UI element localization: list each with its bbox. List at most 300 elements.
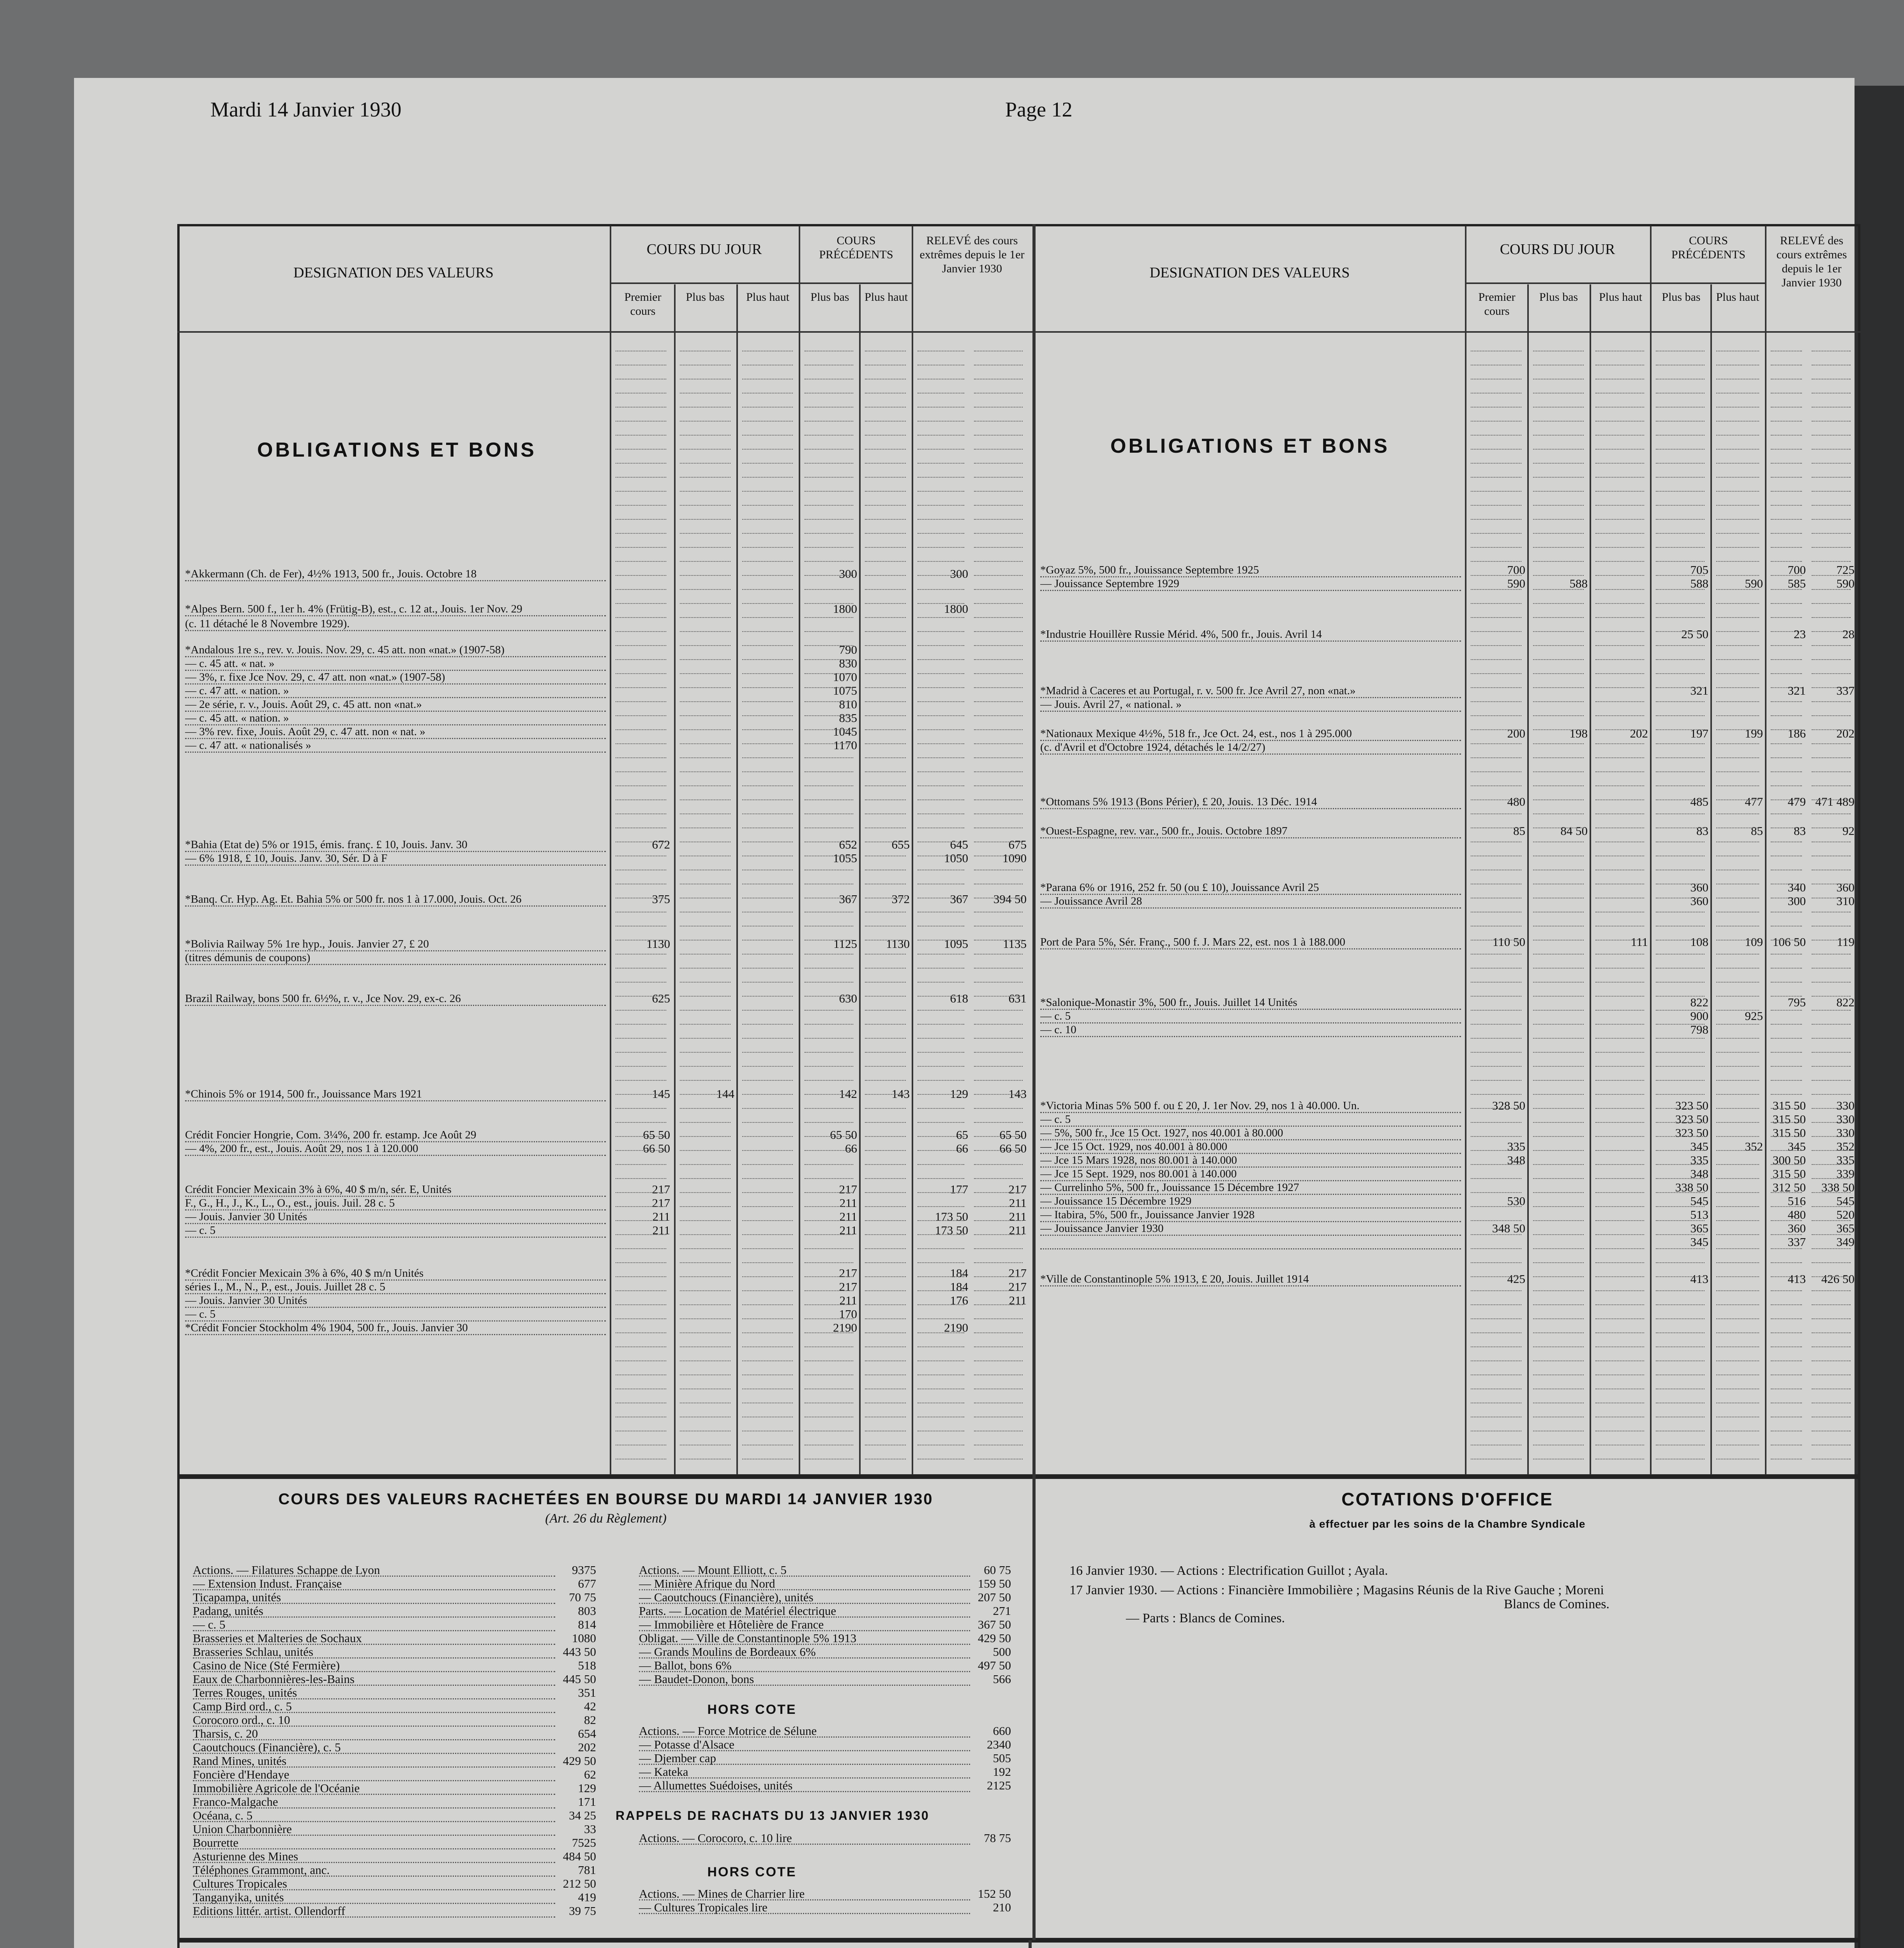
grid-dots <box>616 1024 666 1025</box>
row-value: 65 50 <box>643 1128 670 1142</box>
grid-dots <box>805 603 853 604</box>
grid-dots <box>1471 1178 1521 1179</box>
grid-dots <box>1716 1122 1759 1123</box>
grid-dots <box>1533 505 1584 506</box>
row-designation: — Jce 15 Oct. 1929, nos 40.001 à 80.000 <box>1040 1140 1228 1153</box>
grid-dots <box>974 1136 1023 1137</box>
grid-dots <box>1656 1010 1705 1011</box>
row-value: 588 <box>1569 577 1588 590</box>
list-value: 419 <box>578 1890 596 1904</box>
grid-dots <box>918 435 964 436</box>
row-designation: — c. 5 <box>185 1308 216 1320</box>
list-label: — Baudet-Donon, bons <box>639 1672 754 1686</box>
list-label: Cultures Tropicales <box>193 1877 287 1890</box>
grid-dots <box>1716 701 1759 702</box>
grid-dots <box>1812 1010 1851 1011</box>
grid-dots <box>742 1346 793 1347</box>
grid-dots <box>805 421 853 422</box>
row-value: 186 <box>1788 727 1806 740</box>
grid-dots <box>1656 715 1705 716</box>
grid-dots <box>805 743 853 744</box>
grid-dots <box>1471 1094 1521 1095</box>
grid-dots <box>1771 547 1802 548</box>
row-leader <box>185 865 606 866</box>
row-designation: Crédit Foncier Hongrie, Com. 3¼%, 200 fr. estamp. Jce Août 29 <box>185 1129 476 1141</box>
list-label: — Cultures Tropicales lire <box>639 1900 768 1914</box>
grid-dots <box>616 407 666 408</box>
grid-dots <box>1533 617 1584 618</box>
row-leader <box>1040 1235 1461 1236</box>
grid-dots <box>974 1234 1023 1235</box>
grid-dots <box>805 701 853 702</box>
grid-dots <box>1771 1234 1802 1235</box>
row-value: 1125 <box>833 937 857 951</box>
grid-dots <box>805 449 853 450</box>
list-value: 271 <box>993 1604 1011 1618</box>
grid-dots <box>1771 407 1802 408</box>
grid-dots <box>1595 715 1644 716</box>
list-label: Océana, c. 5 <box>193 1809 253 1822</box>
grid-dots <box>680 996 731 997</box>
grid-dots <box>742 659 793 660</box>
grid-dots <box>1812 505 1851 506</box>
grid-dots <box>1595 982 1644 983</box>
cotations-subtitle: à effectuer par les soins de la Chambre Syndicale <box>1309 1518 1586 1530</box>
grid-dots <box>1595 659 1644 660</box>
grid-dots <box>1771 996 1802 997</box>
grid-dots <box>616 1206 666 1207</box>
grid-dots <box>1812 1038 1851 1039</box>
grid-dots <box>1595 645 1644 646</box>
grid-dots <box>1716 1192 1759 1193</box>
row-designation: *Nationaux Mexique 4½%, 518 fr., Jce Oct. 24, est., nos 1 à 295.000 <box>1040 727 1352 740</box>
row-leader <box>1040 837 1461 838</box>
grid-dots <box>918 1150 964 1151</box>
row-value: 184 <box>950 1280 968 1293</box>
grid-dots <box>1771 505 1802 506</box>
grid-dots <box>1533 603 1584 604</box>
grid-dots <box>616 996 666 997</box>
list-label: Corocoro ord., c. 10 <box>193 1713 290 1727</box>
row-value: 111 <box>1630 935 1648 949</box>
row-designation: — Jce 15 Mars 1928, nos 80.001 à 140.000 <box>1040 1154 1237 1166</box>
grid-dots <box>1771 519 1802 520</box>
grid-dots <box>1812 701 1851 702</box>
grid-dots <box>680 519 731 520</box>
grid-dots <box>1471 1332 1521 1333</box>
grid-dots <box>1595 743 1644 744</box>
header-date: Mardi 14 Janvier 1930 <box>210 98 402 121</box>
grid-dots <box>742 1094 793 1095</box>
grid-dots <box>805 1220 853 1221</box>
grid-dots <box>1595 561 1644 562</box>
grid-dots <box>742 603 793 604</box>
list-label: Padang, unités <box>193 1604 263 1618</box>
grid-dots <box>1533 589 1584 590</box>
grid-dots <box>865 771 906 772</box>
row-value: 300 <box>839 567 857 581</box>
grid-dots <box>742 435 793 436</box>
grid-dots <box>1533 477 1584 478</box>
row-value: 23 <box>1794 627 1806 641</box>
row-value: 83 <box>1696 824 1708 838</box>
grid-dots <box>680 743 731 744</box>
row-value: 217 <box>1008 1280 1027 1293</box>
grid-dots <box>616 673 666 674</box>
grid-dots <box>1533 1108 1584 1109</box>
grid-dots <box>680 435 731 436</box>
grid-dots <box>1595 407 1644 408</box>
grid-dots <box>616 729 666 730</box>
grid-dots <box>974 982 1023 983</box>
grid-dots <box>1812 954 1851 955</box>
grid-dots <box>1812 1080 1851 1081</box>
grid-dots <box>805 1304 853 1305</box>
grid-dots <box>680 799 731 800</box>
list-label: Tanganyika, unités <box>193 1890 284 1904</box>
grid-dots <box>1595 603 1644 604</box>
row-designation: — Jouissance Septembre 1929 <box>1040 577 1179 590</box>
row-value: 900 <box>1690 1009 1708 1023</box>
grid-dots <box>974 421 1023 422</box>
grid-dots <box>974 1122 1023 1123</box>
grid-dots <box>918 982 964 983</box>
grid-dots <box>1771 1332 1802 1333</box>
grid-dots <box>1716 1178 1759 1179</box>
row-value: 1075 <box>833 684 857 697</box>
grid-dots <box>680 547 731 548</box>
grid-dots <box>680 1150 731 1151</box>
grid-dots <box>918 631 964 632</box>
grid-dots <box>1771 659 1802 660</box>
grid-dots <box>918 421 964 422</box>
list-value: 39 75 <box>569 1904 596 1918</box>
grid-dots <box>742 1052 793 1053</box>
grid-dots <box>1471 519 1521 520</box>
grid-dots <box>1533 1192 1584 1193</box>
row-value: 25 50 <box>1681 627 1708 641</box>
grid-dots <box>805 617 853 618</box>
grid-dots <box>918 1318 964 1319</box>
row-value: 321 <box>1690 684 1708 697</box>
grid-dots <box>680 982 731 983</box>
grid-dots <box>1471 533 1521 534</box>
grid-dots <box>1471 1206 1521 1207</box>
row-value: 176 <box>950 1293 968 1307</box>
grid-dots <box>865 799 906 800</box>
row-value: 477 <box>1745 795 1763 808</box>
grid-dots <box>974 1248 1023 1249</box>
row-value: 202 <box>1836 727 1855 740</box>
grid-dots <box>805 982 853 983</box>
list-label: — Potasse d'Alsace <box>639 1738 734 1751</box>
grid-dots <box>1595 1038 1644 1039</box>
grid-dots <box>1656 996 1705 997</box>
grid-dots <box>742 687 793 688</box>
grid-dots <box>1716 1276 1759 1277</box>
grid-dots <box>1471 617 1521 618</box>
grid-dots <box>680 659 731 660</box>
grid-dots <box>1716 519 1759 520</box>
row-value: 348 <box>1690 1167 1708 1180</box>
grid-dots <box>616 1066 666 1067</box>
list-label: Editions littér. artist. Ollendorff <box>193 1904 346 1918</box>
grid-dots <box>1656 1108 1705 1109</box>
grid-dots <box>742 1234 793 1235</box>
grid-dots <box>1595 1164 1644 1165</box>
grid-dots <box>1812 785 1851 786</box>
grid-dots <box>1656 687 1705 688</box>
grid-dots <box>918 533 964 534</box>
grid-dots <box>918 1248 964 1249</box>
grid-dots <box>1812 631 1851 632</box>
grid-dots <box>1812 1052 1851 1053</box>
row-designation: *Crédit Foncier Mexicain 3% à 6%, 40 $ m/n Unités <box>185 1267 424 1279</box>
grid-dots <box>1656 968 1705 969</box>
grid-dots <box>1771 1010 1802 1011</box>
grid-dots <box>680 1248 731 1249</box>
grid-dots <box>616 1010 666 1011</box>
grid-dots <box>1656 617 1705 618</box>
row-value: 110 50 <box>1492 935 1525 949</box>
grid-dots <box>1595 1234 1644 1235</box>
grid-dots <box>918 729 964 730</box>
grid-dots <box>805 715 853 716</box>
row-value: 65 50 <box>999 1128 1027 1142</box>
row-value: 590 <box>1836 577 1855 590</box>
grid-dots <box>1656 1080 1705 1081</box>
row-leader <box>185 615 606 616</box>
grid-dots <box>974 968 1023 969</box>
grid-dots <box>918 799 964 800</box>
grid-dots <box>918 1178 964 1179</box>
grid-dots <box>974 1262 1023 1263</box>
grid-dots <box>742 1262 793 1263</box>
grid-dots <box>1471 813 1521 814</box>
list-value: 660 <box>993 1724 1011 1738</box>
grid-dots <box>865 547 906 548</box>
list-value: 171 <box>578 1795 596 1809</box>
grid-dots <box>865 1220 906 1221</box>
row-value: 426 50 <box>1821 1272 1855 1286</box>
grid-dots <box>974 603 1023 604</box>
grid-dots <box>1716 1234 1759 1235</box>
row-value: 202 <box>1630 727 1648 740</box>
grid-dots <box>805 1318 853 1319</box>
grid-dots <box>616 1038 666 1039</box>
row-value: 360 <box>1836 880 1855 894</box>
grid-dots <box>805 771 853 772</box>
grid-dots <box>1595 1332 1644 1333</box>
list-label: Brasseries Schlau, unités <box>193 1645 314 1659</box>
row-value: 66 <box>956 1142 968 1155</box>
grid-dots <box>742 575 793 576</box>
grid-dots <box>1471 477 1521 478</box>
grid-dots <box>805 575 853 576</box>
list-label: Actions. — Filatures Schappe de Lyon <box>193 1563 380 1577</box>
grid-dots <box>1716 785 1759 786</box>
grid-dots <box>1595 421 1644 422</box>
row-value: 348 <box>1507 1153 1525 1167</box>
grid-dots <box>1533 673 1584 674</box>
grid-dots <box>1533 1178 1584 1179</box>
grid-dots <box>805 1024 853 1025</box>
row-value: 92 <box>1842 824 1855 838</box>
right-releve-header: RELEVÉ des cours extrêmes depuis le 1er Janvier 1930 <box>1776 234 1847 289</box>
grid-dots <box>616 1220 666 1221</box>
grid-dots <box>1716 547 1759 548</box>
cotations-title: COTATIONS D'OFFICE <box>1341 1489 1553 1509</box>
grid-dots <box>1812 575 1851 576</box>
grid-dots <box>1656 1052 1705 1053</box>
grid-dots <box>616 1262 666 1263</box>
grid-dots <box>1595 631 1644 632</box>
changes-souscription-box <box>177 1940 1860 1948</box>
grid-dots <box>742 1248 793 1249</box>
row-value: 1090 <box>1002 851 1027 865</box>
grid-dots <box>742 1276 793 1277</box>
list-value: 7525 <box>572 1836 596 1849</box>
grid-dots <box>1595 1206 1644 1207</box>
grid-dots <box>805 1234 853 1235</box>
list-value: 814 <box>578 1618 596 1631</box>
row-designation: — c. 10 <box>1040 1023 1076 1036</box>
list-value: 207 50 <box>978 1590 1011 1604</box>
grid-dots <box>1656 589 1705 590</box>
grid-dots <box>1771 589 1802 590</box>
grid-dots <box>616 659 666 660</box>
grid-dots <box>1533 813 1584 814</box>
row-value: 300 <box>950 567 968 581</box>
row-value: 1070 <box>833 670 857 684</box>
grid-dots <box>1716 421 1759 422</box>
grid-dots <box>616 743 666 744</box>
grid-dots <box>1812 1346 1851 1347</box>
left-releve-header: RELEVÉ des cours extrêmes depuis le 1er Janvier 1930 <box>919 234 1025 275</box>
grid-dots <box>918 1164 964 1165</box>
grid-dots <box>974 463 1023 464</box>
grid-dots <box>918 785 964 786</box>
row-leader <box>1040 808 1461 809</box>
list-leader <box>639 1685 970 1686</box>
grid-dots <box>1471 1150 1521 1151</box>
grid-dots <box>974 505 1023 506</box>
grid-dots <box>918 617 964 618</box>
grid-dots <box>1771 1150 1802 1151</box>
grid-dots <box>1656 1304 1705 1305</box>
grid-dots <box>1595 954 1644 955</box>
grid-dots <box>1812 1332 1851 1333</box>
grid-dots <box>1656 1150 1705 1151</box>
list-label: — Extension Indust. Française <box>193 1577 342 1590</box>
row-designation: Crédit Foncier Mexicain 3% à 6%, 40 $ m/n, sér. E, Unités <box>185 1183 452 1196</box>
row-designation: *Banq. Cr. Hyp. Ag. Et. Bahia 5% or 500 fr. nos 1 à 17.000, Jouis. Oct. 26 <box>185 893 522 905</box>
grid-dots <box>1812 603 1851 604</box>
grid-dots <box>1533 1122 1584 1123</box>
list-leader <box>639 1791 970 1792</box>
grid-dots <box>1656 785 1705 786</box>
grid-dots <box>1656 954 1705 955</box>
left-prec-plus-bas-header: Plus bas <box>810 291 849 303</box>
grid-dots <box>616 1094 666 1095</box>
grid-dots <box>616 1122 666 1123</box>
grid-dots <box>865 687 906 688</box>
grid-dots <box>1812 1360 1851 1361</box>
grid-dots <box>1656 407 1705 408</box>
grid-dots <box>1812 1192 1851 1193</box>
grid-dots <box>805 687 853 688</box>
grid-dots <box>1471 407 1521 408</box>
grid-dots <box>918 519 964 520</box>
grid-dots <box>1595 1360 1644 1361</box>
row-value: 795 <box>1788 995 1806 1009</box>
grid-dots <box>1533 954 1584 955</box>
grid-dots <box>1471 743 1521 744</box>
grid-dots <box>616 757 666 758</box>
row-designation: *Victoria Minas 5% 500 f. ou £ 20, J. 1er Nov. 29, nos 1 à 40.000. Un. <box>1040 1099 1360 1112</box>
grid-dots <box>865 1164 906 1165</box>
grid-dots <box>616 1360 666 1361</box>
grid-dots <box>805 505 853 506</box>
grid-dots <box>1771 673 1802 674</box>
grid-dots <box>805 1262 853 1263</box>
grid-dots <box>742 954 793 955</box>
left-plus-haut-header: Plus haut <box>746 291 789 303</box>
grid-dots <box>974 547 1023 548</box>
grid-dots <box>1812 1164 1851 1165</box>
row-designation: — c. 45 att. « nat. » <box>185 657 275 670</box>
grid-dots <box>1595 1192 1644 1193</box>
row-value: 300 <box>1788 894 1806 908</box>
grid-dots <box>805 519 853 520</box>
row-value: 585 <box>1788 577 1806 590</box>
grid-dots <box>680 673 731 674</box>
grid-dots <box>1812 1178 1851 1179</box>
grid-dots <box>1716 1332 1759 1333</box>
grid-dots <box>805 659 853 660</box>
grid-dots <box>616 631 666 632</box>
grid-dots <box>974 785 1023 786</box>
grid-dots <box>918 1332 964 1333</box>
grid-dots <box>918 701 964 702</box>
grid-dots <box>865 813 906 814</box>
grid-dots <box>1716 589 1759 590</box>
grid-dots <box>1656 1318 1705 1319</box>
grid-dots <box>1533 1094 1584 1095</box>
row-designation: Brazil Railway, bons 500 fr. 6½%, r. v., Jce Nov. 29, ex-c. 26 <box>185 992 461 1005</box>
grid-dots <box>1471 968 1521 969</box>
grid-dots <box>865 701 906 702</box>
row-value: 145 <box>652 1087 670 1101</box>
grid-dots <box>680 631 731 632</box>
grid-dots <box>742 477 793 478</box>
grid-dots <box>918 1136 964 1137</box>
row-value: 375 <box>652 892 670 906</box>
grid-dots <box>1471 1290 1521 1291</box>
grid-dots <box>918 645 964 646</box>
row-value: 300 50 <box>1772 1153 1806 1167</box>
grid-dots <box>865 1108 906 1109</box>
grid-dots <box>865 477 906 478</box>
row-value: 321 <box>1788 684 1806 697</box>
row-value: 480 <box>1788 1208 1806 1221</box>
grid-dots <box>1533 687 1584 688</box>
row-designation: (titres démunis de coupons) <box>185 951 311 964</box>
grid-dots <box>1595 1108 1644 1109</box>
grid-dots <box>1595 757 1644 758</box>
grid-dots <box>865 1234 906 1235</box>
grid-dots <box>1533 968 1584 969</box>
